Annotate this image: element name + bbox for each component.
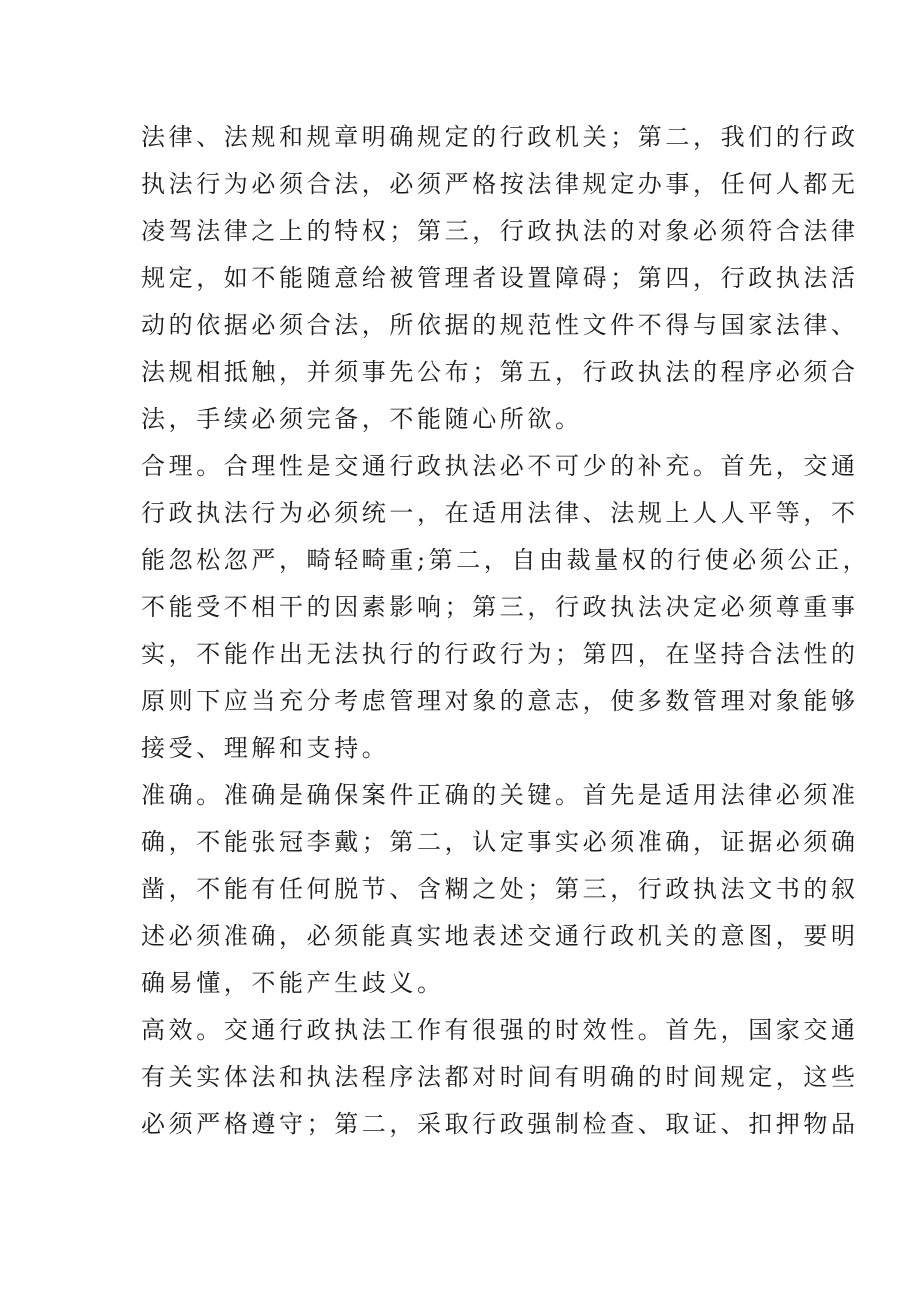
text-line: 能忽松忽严，畸轻畸重;第二，自由裁量权的行使必须公正，	[141, 546, 871, 574]
text-line: 法律、法规和规章明确规定的行政机关；第二，我们的行政	[141, 123, 859, 151]
text-line: 确易懂，不能产生歧义。	[141, 969, 445, 997]
text-line: 法规相抵触，并须事先公布；第五，行政执法的程序必须合	[141, 358, 859, 386]
text-line: 执法行为必须合法，必须严格按法律规定办事，任何人都无	[141, 170, 859, 198]
text-line: 接受、理解和支持。	[141, 734, 390, 762]
text-line: 准确。准确是确保案件正确的关键。首先是适用法律必须准	[141, 781, 859, 809]
text-line: 实，不能作出无法执行的行政行为；第四，在坚持合法性的	[141, 640, 859, 668]
text-line: 凌驾法律之上的特权；第三，行政执法的对象必须符合法律	[141, 217, 859, 245]
text-line: 合理。合理性是交通行政执法必不可少的补充。首先，交通	[141, 452, 859, 480]
text-line: 原则下应当充分考虑管理对象的意志，使多数管理对象能够	[141, 687, 859, 715]
text-line: 行政执法行为必须统一，在适用法律、法规上人人平等，不	[141, 499, 859, 527]
text-line: 述必须准确，必须能真实地表述交通行政机关的意图，要明	[141, 922, 859, 950]
text-line: 高效。交通行政执法工作有很强的时效性。首先，国家交通	[141, 1016, 859, 1044]
text-line: 规定，如不能随意给被管理者设置障碍；第四，行政执法活	[141, 264, 859, 292]
text-line: 法，手续必须完备，不能随心所欲。	[141, 405, 583, 433]
text-line: 必须严格遵守；第二，采取行政强制检查、取证、扣押物品	[141, 1110, 859, 1138]
text-line: 不能受不相干的因素影响；第三，行政执法决定必须尊重事	[141, 593, 859, 621]
text-line: 确，不能张冠李戴；第二，认定事实必须准确，证据必须确	[141, 828, 859, 856]
text-line: 凿，不能有任何脱节、含糊之处；第三，行政执法文书的叙	[141, 875, 859, 903]
text-line: 有关实体法和执法程序法都对时间有明确的时间规定，这些	[141, 1063, 859, 1091]
text-line: 动的依据必须合法，所依据的规范性文件不得与国家法律、	[141, 311, 859, 339]
